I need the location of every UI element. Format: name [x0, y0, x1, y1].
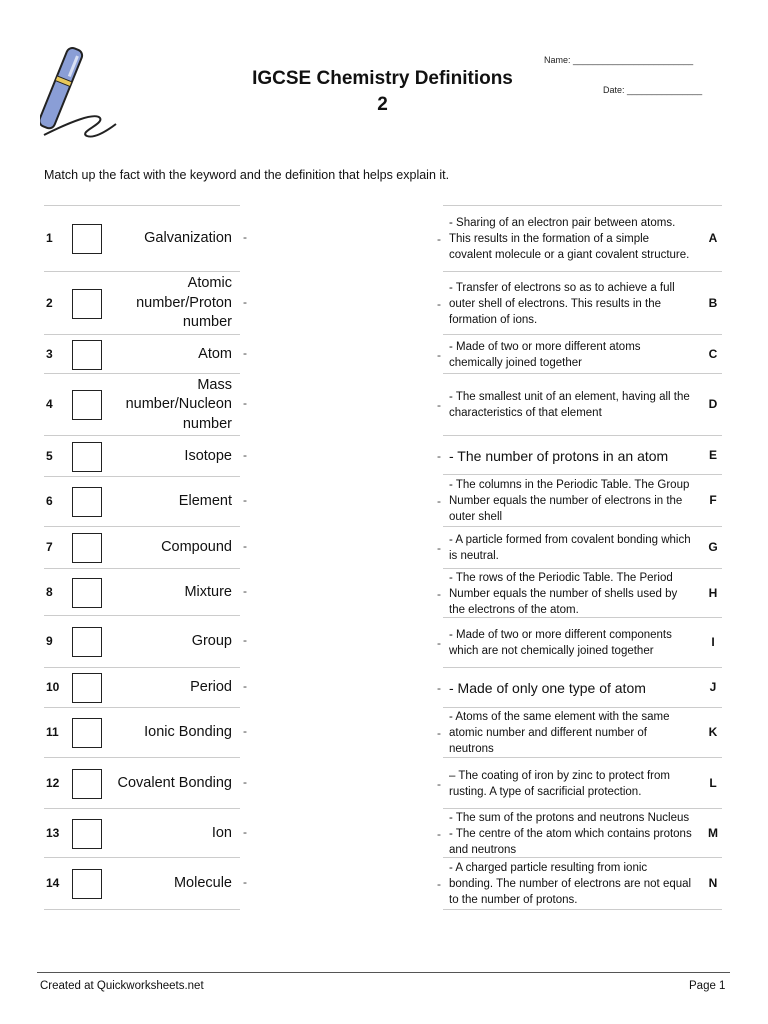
definition-dash: -	[437, 681, 441, 695]
row-number: 5	[46, 448, 53, 463]
definition-letter: D	[708, 397, 718, 411]
keyword-row	[44, 435, 240, 477]
definition-dash: -	[437, 776, 441, 791]
answer-box[interactable]	[72, 673, 102, 703]
keyword-label: Molecule	[173, 875, 232, 891]
answer-box[interactable]	[72, 819, 102, 849]
answer-box[interactable]	[72, 869, 102, 899]
keyword-label: Period	[190, 679, 232, 695]
keyword-label: Galvanization	[144, 230, 232, 246]
definition-letter: H	[708, 585, 718, 600]
keyword-dash: -	[243, 875, 247, 889]
definition-dash: -	[437, 398, 441, 412]
keyword-dash: -	[243, 539, 247, 553]
definition-text: - Transfer of electrons so as to achieve a full outer shell of electrons. This results in the formation of ions.	[449, 281, 675, 326]
keyword-row	[44, 667, 240, 708]
keyword-label: Ionic Bonding	[144, 724, 232, 740]
definition-letter: C	[708, 346, 718, 361]
answer-box[interactable]	[72, 340, 102, 370]
keyword-row	[44, 615, 240, 668]
row-number: 2	[46, 295, 53, 310]
keyword-label: Atomic number/Proton number	[136, 275, 232, 330]
definition-letter: G	[708, 540, 718, 554]
keyword-dash: -	[243, 493, 247, 507]
definition-row	[443, 857, 722, 910]
keyword-label: Covalent Bonding	[117, 774, 232, 791]
keyword-dash: -	[243, 396, 247, 410]
name-field[interactable]: Name: ________________________	[544, 55, 694, 65]
definition-letter: J	[709, 680, 717, 694]
keyword-label: Compound	[161, 539, 232, 555]
row-number: 14	[46, 876, 60, 890]
answer-box[interactable]	[72, 627, 102, 657]
row-number: 3	[46, 346, 53, 361]
definition-row	[443, 435, 722, 475]
definition-text: - The columns in the Periodic Table. The Group Number equals the number of electrons in the outer shell	[449, 479, 690, 523]
answer-box[interactable]	[72, 578, 102, 608]
keyword-dash: -	[243, 633, 247, 647]
row-number: 7	[46, 540, 53, 554]
keyword-dash: -	[243, 230, 247, 244]
keyword-label: Isotope	[184, 447, 232, 464]
definition-dash: -	[437, 636, 441, 650]
keyword-row	[44, 857, 240, 910]
row-number: 9	[46, 634, 53, 648]
row-number: 6	[46, 494, 53, 508]
keyword-row	[44, 757, 240, 809]
keyword-row	[44, 476, 240, 527]
definition-text: - Made of only one type of atom	[449, 680, 646, 696]
definition-row	[443, 373, 722, 436]
keyword-row	[44, 205, 240, 272]
row-number: 1	[46, 231, 53, 245]
keyword-dash: -	[243, 345, 247, 360]
definition-row	[443, 667, 722, 708]
answer-box[interactable]	[72, 390, 102, 420]
answer-box[interactable]	[72, 769, 102, 799]
keyword-label: Mixture	[184, 583, 232, 600]
definition-text: - A charged particle resulting from ionic bonding. The number of electrons are not equal to the number of protons.	[449, 862, 692, 906]
definition-letter: M	[708, 825, 718, 840]
answer-box[interactable]	[72, 718, 102, 748]
definition-dash: -	[437, 296, 441, 311]
definition-row	[443, 617, 722, 668]
definition-dash: -	[437, 232, 441, 246]
answer-box[interactable]	[72, 224, 102, 254]
definition-text: – The coating of iron by zinc to protect from rusting. A type of sacrificial protection.	[449, 769, 670, 798]
definition-letter: E	[708, 447, 717, 462]
answer-box[interactable]	[72, 533, 102, 563]
definition-dash: -	[437, 586, 441, 601]
row-number: 10	[46, 680, 60, 694]
definition-row	[443, 568, 722, 618]
definition-letter: I	[711, 635, 715, 649]
keyword-row	[44, 568, 240, 616]
definition-text: - Sharing of an electron pair between atoms. This results in the formation of a simple covalent molecule or a giant covalent structure.	[449, 217, 690, 261]
keyword-dash: -	[243, 824, 247, 839]
keyword-dash: -	[243, 679, 247, 693]
keyword-dash: -	[243, 774, 247, 789]
definition-row	[443, 808, 722, 858]
row-number: 4	[46, 397, 53, 411]
definition-text: - A particle formed from covalent bonding which is neutral.	[449, 534, 691, 562]
definitions-bottom-rule	[443, 909, 722, 910]
definition-letter: F	[709, 493, 717, 507]
keyword-label: Mass number/Nucleon number	[125, 376, 232, 432]
definition-letter: N	[708, 876, 718, 890]
definition-dash: -	[437, 494, 441, 508]
definition-text: - Made of two or more different atoms chemically joined together	[449, 340, 641, 369]
definition-letter: A	[708, 231, 718, 245]
footer-divider	[37, 972, 730, 973]
definition-text: - The number of protons in an atom	[449, 447, 669, 464]
definition-dash: -	[437, 877, 441, 891]
definition-text: - Atoms of the same element with the same atomic number and different number of neutrons	[449, 711, 670, 755]
page-title	[210, 66, 555, 118]
table-bottom-rule	[44, 909, 240, 910]
keyword-row	[44, 373, 240, 436]
definition-dash: -	[437, 347, 441, 362]
date-field[interactable]: Date: _______________	[603, 85, 703, 95]
definition-row	[443, 334, 722, 374]
definition-text: - The rows of the Periodic Table. The Period Number equals the number of shells used by the electrons of the atom.	[449, 571, 678, 616]
title-line-1: IGCSE Chemistry Definitions	[252, 68, 513, 89]
row-number: 12	[46, 775, 60, 790]
pen-logo-icon	[40, 40, 125, 140]
definition-row	[443, 526, 722, 569]
definition-row	[443, 474, 722, 527]
definition-row	[443, 205, 722, 272]
keyword-dash: -	[243, 447, 247, 462]
answer-box[interactable]	[72, 442, 102, 472]
definition-row	[443, 757, 722, 809]
keyword-row	[44, 334, 240, 374]
keyword-dash: -	[243, 583, 247, 598]
definition-row	[443, 707, 722, 758]
keyword-row	[44, 707, 240, 758]
answer-box[interactable]	[72, 487, 102, 517]
definition-dash: -	[437, 726, 441, 740]
keyword-label: Atom	[198, 345, 232, 362]
keyword-row	[44, 526, 240, 569]
keyword-dash: -	[243, 294, 247, 309]
keyword-dash: -	[243, 724, 247, 738]
keyword-label: Element	[178, 493, 232, 509]
definition-dash: -	[437, 826, 441, 841]
definition-row	[443, 271, 722, 335]
row-number: 8	[46, 584, 53, 599]
keyword-label: Ion	[211, 824, 232, 841]
definition-letter: K	[708, 725, 718, 739]
footer-page-number: Page 1	[689, 980, 726, 992]
keyword-label: Group	[191, 633, 232, 649]
row-number: 11	[46, 725, 59, 739]
answer-box[interactable]	[72, 289, 102, 319]
instructions: Match up the fact with the keyword and the definition that helps explain it.	[44, 168, 450, 182]
definition-dash: -	[437, 541, 441, 555]
definition-text: - Made of two or more different components which are not chemically joined together	[449, 629, 672, 657]
definition-letter: L	[709, 775, 717, 790]
definition-text: - The sum of the protons and neutrons Nucleus - The centre of the atom which contains protons and neutrons	[449, 811, 692, 856]
row-number: 13	[46, 825, 60, 840]
definition-letter: B	[708, 295, 718, 310]
definition-text: - The smallest unit of an element, having all the characteristics of that element	[449, 391, 690, 419]
keyword-row	[44, 271, 240, 335]
keyword-row	[44, 808, 240, 858]
footer-credit: Created at Quickworksheets.net	[40, 980, 204, 992]
definition-dash: -	[437, 448, 441, 463]
title-line-2: 2	[377, 94, 388, 115]
